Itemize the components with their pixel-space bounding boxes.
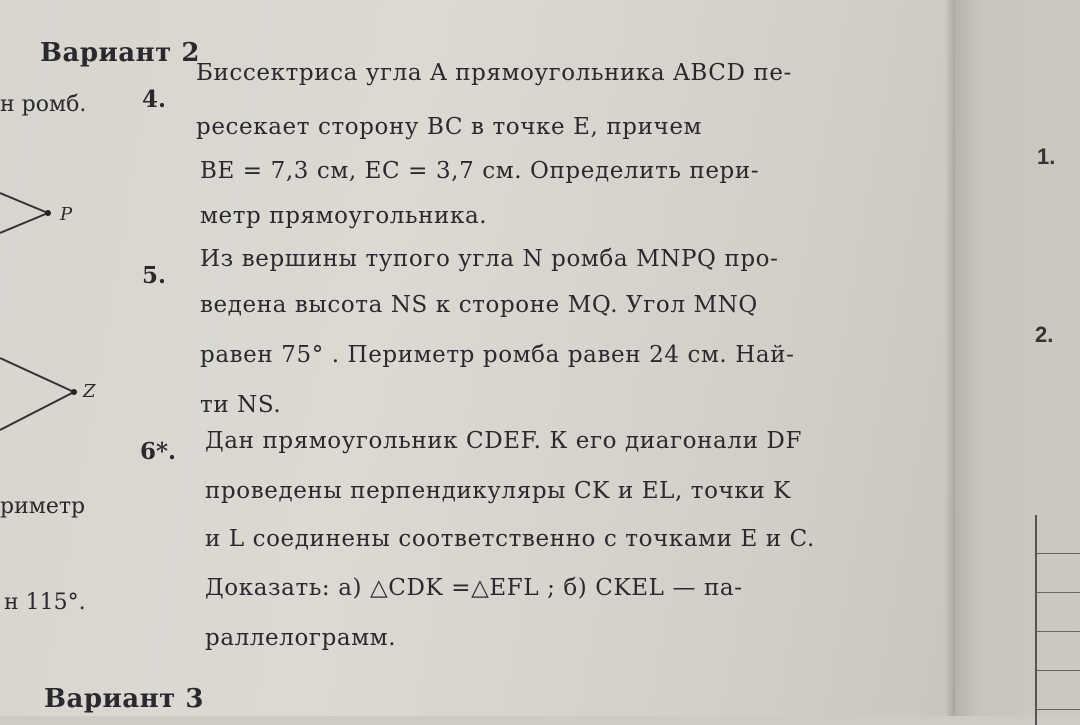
left-fragment-1: н ромб.: [0, 92, 87, 117]
right-page-table: [1035, 515, 1080, 725]
problem-4-line-1: Биссектриса угла A прямоугольника ABCD пе-: [196, 60, 792, 86]
table-row: [1037, 515, 1080, 554]
left-fragment-2: риметр: [0, 494, 86, 519]
problem-6-line-2: проведены перпендикуляры CK и EL, точки K: [205, 478, 791, 504]
problem-4-number: 4.: [142, 86, 167, 113]
table-row: [1037, 554, 1080, 593]
problem-6-line-3: и L соединены соответственно с точками E и C.: [205, 526, 815, 552]
problem-6-number: 6*.: [140, 438, 177, 465]
right-item-1-number: 1.: [1037, 144, 1056, 169]
table-row: [1037, 632, 1080, 671]
right-item-2-number: 2.: [1035, 322, 1054, 347]
variant-2-heading: Вариант 2: [40, 38, 200, 68]
problem-5-line-3: равен 75° . Периметр ромба равен 24 см. Най-: [200, 342, 795, 368]
point-z-label: Z: [83, 381, 96, 402]
problem-4-line-4: метр прямоугольника.: [200, 203, 488, 229]
problem-4-line-3: BE = 7,3 см, EC = 3,7 см. Определить пери-: [200, 158, 760, 184]
problem-6-line-1: Дан прямоугольник CDEF. К его диагонали DF: [205, 428, 803, 454]
problem-5-line-4: ти NS.: [200, 392, 282, 418]
problem-5-line-2: ведена высота NS к стороне MQ. Угол MNQ: [200, 292, 758, 318]
left-fragment-3: н 115°.: [4, 590, 86, 615]
problem-4-line-2: ресекает сторону BC в точке E, причем: [196, 114, 703, 140]
table-row: [1037, 671, 1080, 710]
table-row: [1037, 593, 1080, 632]
problem-5-line-1: Из вершины тупого угла N ромба MNPQ про-: [200, 246, 779, 272]
problem-6-line-5: раллелограмм.: [205, 625, 397, 651]
rhombus-fragment-p: [0, 185, 90, 245]
variant-3-heading: Вариант 3: [44, 684, 204, 714]
point-p-label: P: [60, 204, 73, 225]
problem-6-line-4: Доказать: а) △CDK =△EFL ; б) CKEL — па-: [205, 575, 743, 601]
problem-5-number: 5.: [142, 262, 167, 289]
